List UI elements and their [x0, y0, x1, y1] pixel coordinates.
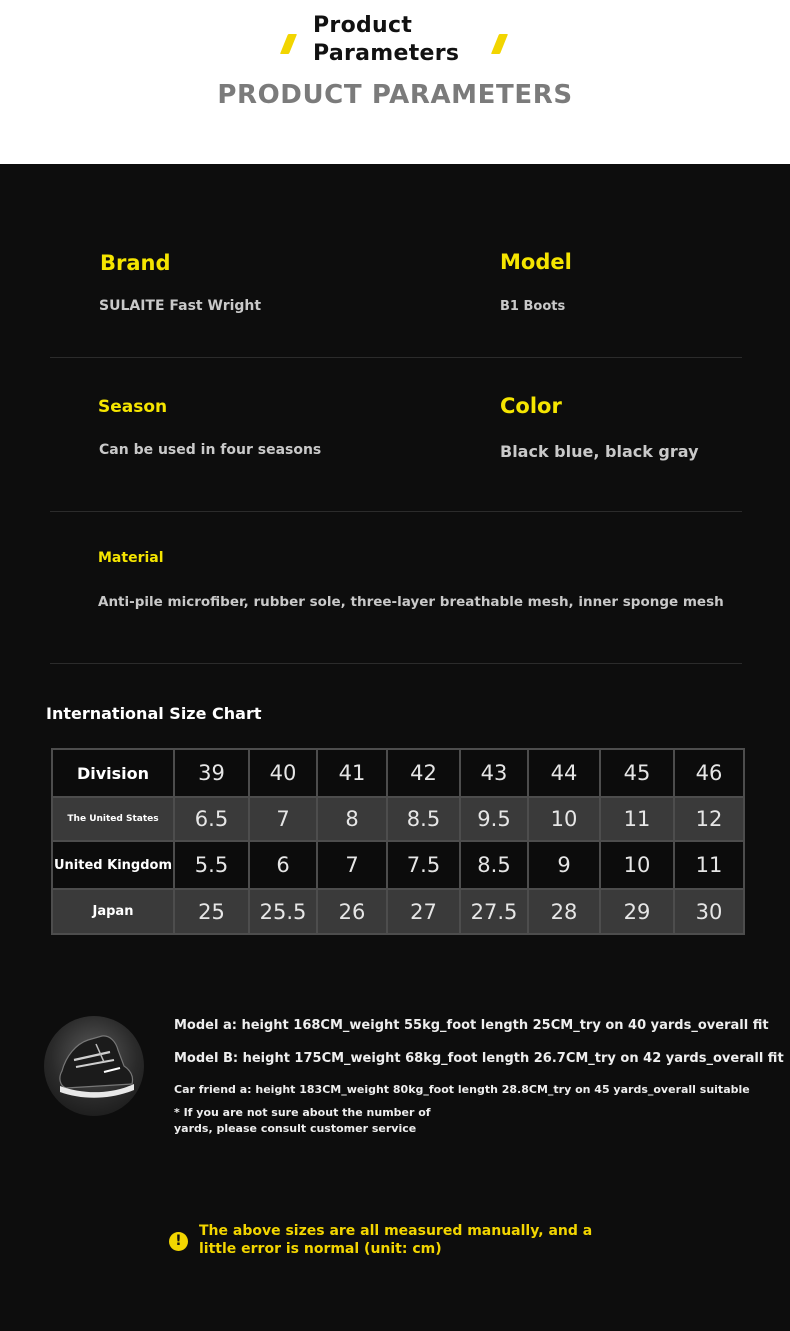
- parameters-section: [0, 164, 790, 1331]
- model-label: Model: [500, 250, 572, 274]
- season-label: Season: [98, 397, 168, 417]
- row-header: Japan: [52, 889, 174, 934]
- table-cell: 8.5: [460, 841, 528, 889]
- slash-accent-right: [491, 34, 508, 54]
- table-cell: 11: [600, 797, 674, 841]
- table-cell: 9: [528, 841, 600, 889]
- page-subtitle: PRODUCT PARAMETERS: [217, 80, 573, 110]
- season-value: Can be used in four seasons: [99, 442, 322, 458]
- table-cell: 25: [174, 889, 249, 934]
- table-cell: 43: [460, 749, 528, 797]
- table-cell: 25.5: [249, 889, 317, 934]
- table-cell: 29: [600, 889, 674, 934]
- table-row: [52, 797, 744, 841]
- warning-icon: !: [169, 1232, 188, 1251]
- material-value: Anti-pile microfiber, rubber sole, three-layer breathable mesh, inner sponge mesh: [98, 594, 724, 610]
- table-cell: 8: [317, 797, 387, 841]
- row-header: The United States: [52, 797, 174, 841]
- table-cell: 8.5: [387, 797, 460, 841]
- table-cell: 27.5: [460, 889, 528, 934]
- table-cell: 46: [674, 749, 744, 797]
- material-label: Material: [98, 550, 164, 566]
- consult-note-line-2: yards, please consult customer service: [174, 1122, 417, 1135]
- consult-note-line-1: * If you are not sure about the number of: [174, 1106, 431, 1119]
- color-value: Black blue, black gray: [500, 442, 699, 461]
- table-cell: 7.5: [387, 841, 460, 889]
- shoe-photo: [44, 1016, 144, 1116]
- table-cell: 9.5: [460, 797, 528, 841]
- table-cell: 11: [674, 841, 744, 889]
- row-header: United Kingdom: [52, 841, 174, 889]
- table-cell: 6: [249, 841, 317, 889]
- table-cell: 26: [317, 889, 387, 934]
- table-cell: 41: [317, 749, 387, 797]
- table-cell: 45: [600, 749, 674, 797]
- divider: [50, 663, 742, 664]
- table-cell: 39: [174, 749, 249, 797]
- brand-label: Brand: [100, 251, 171, 275]
- table-row: [52, 889, 744, 934]
- table-cell: 10: [528, 797, 600, 841]
- row-header: Division: [52, 749, 174, 797]
- brand-value: SULAITE Fast Wright: [99, 298, 262, 314]
- car-friend-note: Car friend a: height 183CM_weight 80kg_foot length 28.8CM_try on 45 yards_overall suitable: [174, 1083, 750, 1096]
- size-chart-table: [51, 748, 745, 935]
- header: [0, 0, 790, 164]
- table-cell: 28: [528, 889, 600, 934]
- table-cell: 12: [674, 797, 744, 841]
- table-cell: 7: [317, 841, 387, 889]
- table-row: [52, 749, 744, 797]
- measurement-warning: The above sizes are all measured manually, and a little error is normal (unit: cm): [199, 1223, 593, 1257]
- table-cell: 6.5: [174, 797, 249, 841]
- table-cell: 10: [600, 841, 674, 889]
- divider: [50, 357, 742, 358]
- slash-accent-left: [280, 34, 297, 54]
- table-row: [52, 841, 744, 889]
- table-cell: 5.5: [174, 841, 249, 889]
- sneaker-icon: [44, 1016, 144, 1116]
- title-line-2: Parameters: [313, 41, 460, 66]
- table-cell: 44: [528, 749, 600, 797]
- title-line-1: Product: [313, 13, 413, 38]
- table-cell: 40: [249, 749, 317, 797]
- model-b-note: Model B: height 175CM_weight 68kg_foot length 26.7CM_try on 42 yards_overall fit: [174, 1051, 784, 1066]
- table-cell: 7: [249, 797, 317, 841]
- size-chart-title: International Size Chart: [46, 704, 262, 723]
- page-title: [313, 12, 483, 68]
- color-label: Color: [500, 394, 562, 418]
- model-a-note: Model a: height 168CM_weight 55kg_foot length 25CM_try on 40 yards_overall fit: [174, 1018, 769, 1033]
- divider: [50, 511, 742, 512]
- table-cell: 30: [674, 889, 744, 934]
- model-value: B1 Boots: [500, 299, 566, 314]
- table-cell: 27: [387, 889, 460, 934]
- table-cell: 42: [387, 749, 460, 797]
